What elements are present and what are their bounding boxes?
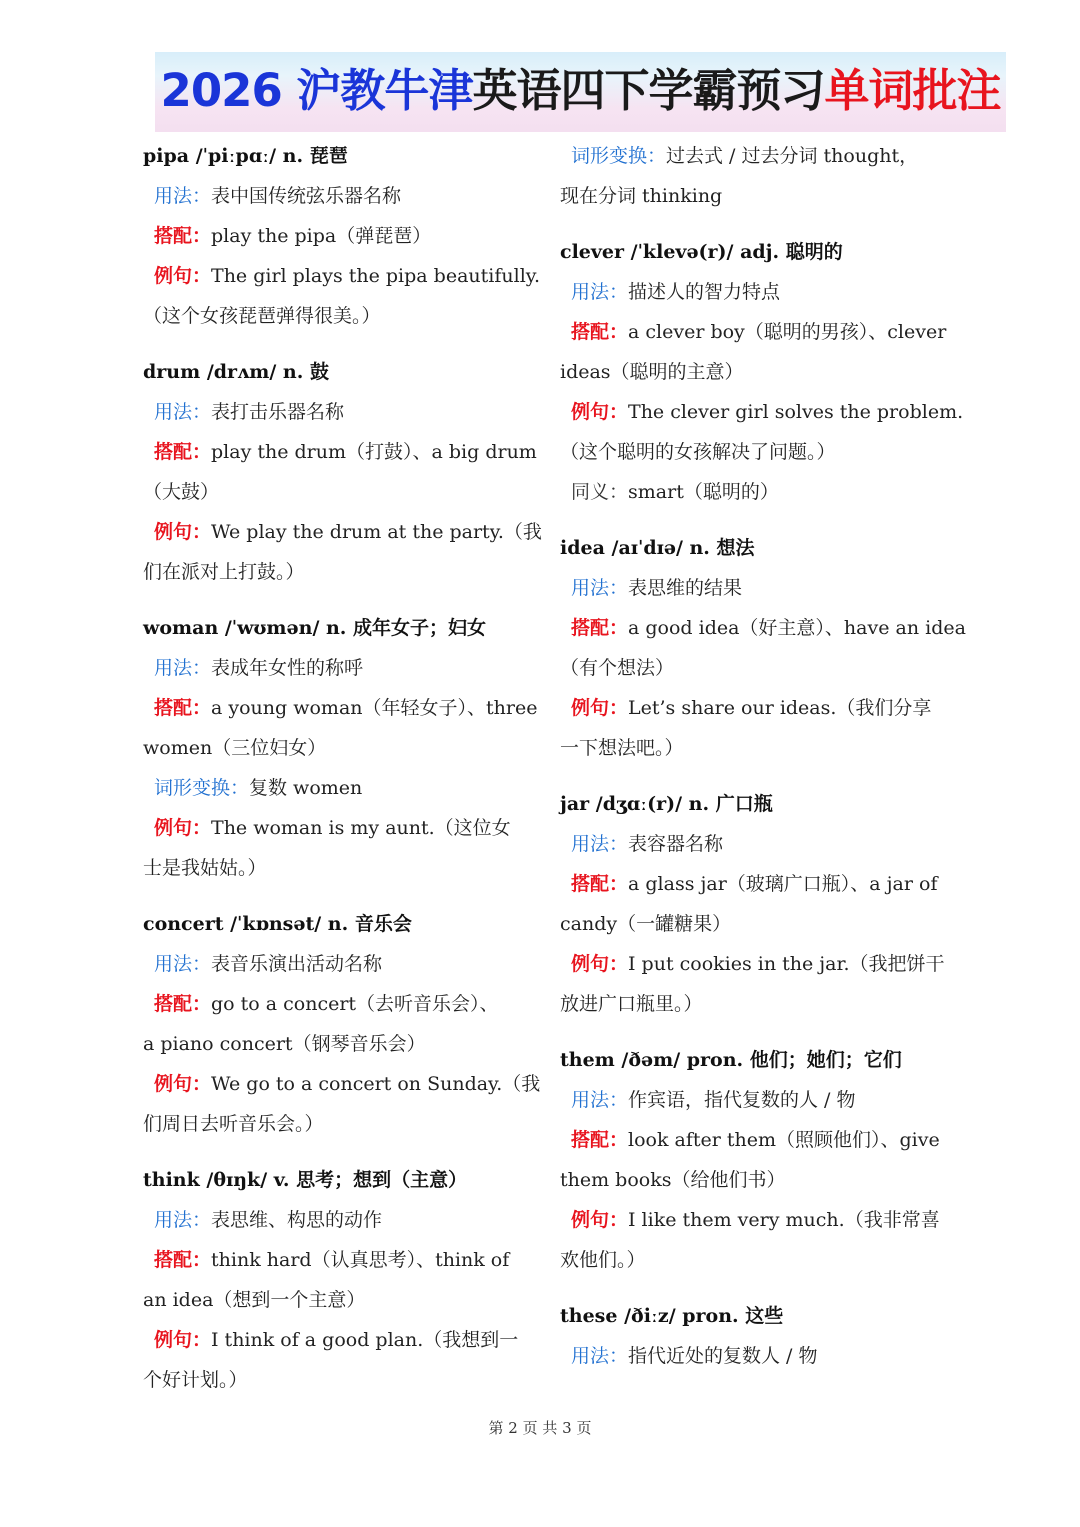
- example-label: 例句：: [571, 697, 629, 719]
- collocation-continuation: （大鼓）: [143, 481, 220, 503]
- title-publisher: 沪教牛津: [281, 64, 473, 117]
- collocation-line: [143, 432, 537, 472]
- usage-label: 用法：: [571, 1345, 629, 1367]
- entry-headword: woman /ˈwʊmən/ n. 成年女子；妇女: [143, 617, 487, 639]
- usage-line: [143, 1200, 523, 1240]
- collocation-line: [143, 984, 523, 1024]
- collocation-label: 搭配：: [571, 1129, 629, 1151]
- entry-headword: these /ðiːz/ pron. 这些: [560, 1305, 784, 1327]
- example-translation: 放进广口瓶里。）: [560, 993, 703, 1015]
- usage-label: 用法：: [154, 953, 212, 975]
- example-line: [143, 1064, 541, 1104]
- example-text: The clever girl solves the problem.: [628, 401, 964, 423]
- example-line: [143, 1320, 523, 1360]
- usage-text: 指代近处的复数人 / 物: [628, 1345, 818, 1367]
- collocation-continuation: a piano concert（钢琴音乐会）: [143, 1033, 426, 1055]
- page-number: 第 2 页 共 3 页: [488, 1419, 592, 1437]
- usage-text: 作宾语，指代复数的人 / 物: [628, 1089, 856, 1111]
- entry-idea: [560, 528, 966, 768]
- entry-headword: them /ðəm/ pron. 他们；她们；它们: [560, 1049, 902, 1071]
- title-banner: [155, 52, 1006, 132]
- usage-line: [143, 944, 523, 984]
- collocation-line: [143, 216, 523, 256]
- example-label: 例句：: [571, 1209, 629, 1231]
- example-translation: 们在派对上打鼓。）: [143, 561, 305, 583]
- collocation-label: 搭配：: [571, 873, 629, 895]
- example-label: 例句：: [571, 953, 629, 975]
- entry-jar: [560, 784, 945, 1024]
- usage-line: [560, 824, 940, 864]
- word-form-continuation: 现在分词 thinking: [560, 185, 723, 207]
- word-form-line: [560, 136, 940, 176]
- usage-label: 用法：: [154, 185, 212, 207]
- usage-text: 表成年女性的称呼: [211, 657, 364, 679]
- collocation-text: play the drum（打鼓）、a big drum: [211, 441, 537, 463]
- example-translation: 个好计划。）: [143, 1369, 248, 1391]
- collocation-line: [143, 688, 538, 728]
- right-column: [560, 136, 966, 1392]
- collocation-continuation: them books（给他们书）: [560, 1169, 786, 1191]
- word-form-text: 过去式 / 过去分词 thought，: [666, 145, 919, 167]
- usage-text: 表容器名称: [628, 833, 724, 855]
- example-translation: 欢他们。）: [560, 1249, 646, 1271]
- collocation-label: 搭配：: [571, 617, 629, 639]
- usage-label: 用法：: [571, 833, 629, 855]
- collocation-text: a good idea（好主意）、have an idea: [628, 617, 966, 639]
- entry-woman: [143, 608, 538, 888]
- example-label: 例句：: [154, 817, 212, 839]
- collocation-label: 搭配：: [571, 321, 629, 343]
- collocation-text: a young woman（年轻女子）、three: [211, 697, 538, 719]
- example-line: [560, 392, 964, 432]
- synonym-label: 同义：: [571, 481, 629, 503]
- word-form-label: 词形变换：: [571, 145, 667, 167]
- example-label: 例句：: [154, 521, 212, 543]
- usage-text: 表打击乐器名称: [211, 401, 345, 423]
- example-label: 例句：: [571, 401, 629, 423]
- example-text: The woman is my aunt.（这位女: [211, 817, 511, 839]
- entry-headword: drum /drʌm/ n. 鼓: [143, 361, 329, 383]
- collocation-line: [560, 864, 940, 904]
- entry-think: [143, 1160, 523, 1400]
- usage-line: [143, 176, 523, 216]
- example-text: I like them very much.（我非常喜: [628, 1209, 940, 1231]
- example-text: Let’s share our ideas.（我们分享: [628, 697, 932, 719]
- word-form-text: 复数 women: [249, 777, 363, 799]
- entry-think-continued: [560, 136, 940, 216]
- usage-line: [560, 1080, 940, 1120]
- example-label: 例句：: [154, 1073, 212, 1095]
- example-text: We go to a concert on Sunday.（我: [211, 1073, 541, 1095]
- example-label: 例句：: [154, 265, 212, 287]
- title-year: 2026: [160, 64, 282, 117]
- entry-headword: pipa /ˈpiːpɑː/ n. 琵琶: [143, 145, 348, 167]
- collocation-text: play the pipa（弹琵琶）: [211, 225, 432, 247]
- usage-label: 用法：: [154, 1209, 212, 1231]
- entry-headword: idea /aɪˈdɪə/ n. 想法: [560, 537, 755, 559]
- usage-text: 表思维、构思的动作: [211, 1209, 383, 1231]
- synonym-line: [560, 472, 940, 512]
- collocation-text: look after them（照顾他们）、give: [628, 1129, 940, 1151]
- entry-these: [560, 1296, 940, 1376]
- collocation-text: go to a concert（去听音乐会）、: [211, 993, 499, 1015]
- collocation-continuation: an idea（想到一个主意）: [143, 1289, 366, 1311]
- entry-headword: think /θɪŋk/ v. 思考；想到（主意）: [143, 1169, 468, 1191]
- collocation-line: [560, 312, 947, 352]
- usage-label: 用法：: [154, 657, 212, 679]
- usage-text: 表中国传统弦乐器名称: [211, 185, 402, 207]
- example-translation: 们周日去听音乐会。）: [143, 1113, 324, 1135]
- example-line: [560, 688, 940, 728]
- entry-concert: [143, 904, 541, 1144]
- collocation-label: 搭配：: [154, 1249, 212, 1271]
- collocation-label: 搭配：: [154, 697, 212, 719]
- entry-drum: [143, 352, 542, 592]
- collocation-label: 搭配：: [154, 441, 212, 463]
- entry-headword: clever /ˈklevə(r)/ adj. 聪明的: [560, 241, 843, 263]
- usage-line: [143, 648, 523, 688]
- collocation-text: a glass jar（玻璃广口瓶）、a jar of: [628, 873, 938, 895]
- entry-clever: [560, 232, 964, 512]
- title-subject: 英语四下学霸预习: [472, 64, 825, 117]
- word-form-label: 词形变换：: [154, 777, 250, 799]
- collocation-line: [560, 1120, 940, 1160]
- usage-label: 用法：: [571, 577, 629, 599]
- example-line: [560, 1200, 940, 1240]
- usage-text: 描述人的智力特点: [628, 281, 781, 303]
- example-label: 例句：: [154, 1329, 212, 1351]
- collocation-continuation: candy（一罐糖果）: [560, 913, 732, 935]
- collocation-line: [143, 1240, 523, 1280]
- example-translation: （这个女孩琵琶弹得很美。）: [143, 305, 381, 327]
- entry-headword: jar /dʒɑː(r)/ n. 广口瓶: [560, 793, 773, 815]
- example-text: We play the drum at the party.（我: [211, 521, 542, 543]
- usage-text: 表思维的结果: [628, 577, 743, 599]
- synonym-text: smart（聪明的）: [628, 481, 779, 503]
- usage-text: 表音乐演出活动名称: [211, 953, 383, 975]
- usage-line: [143, 392, 523, 432]
- usage-line: [560, 1336, 940, 1376]
- entry-headword: concert /ˈkɒnsət/ n. 音乐会: [143, 913, 412, 935]
- title-highlight: 单词批注: [824, 64, 1001, 117]
- example-translation: 士是我姑姑。）: [143, 857, 267, 879]
- example-line: [143, 256, 541, 296]
- word-form-line: [143, 768, 523, 808]
- collocation-text: a clever boy（聪明的男孩）、clever: [628, 321, 947, 343]
- example-line: [143, 808, 523, 848]
- example-text: The girl plays the pipa beautifully.: [211, 265, 541, 287]
- collocation-label: 搭配：: [154, 993, 212, 1015]
- collocation-continuation: ideas（聪明的主意）: [560, 361, 744, 383]
- usage-label: 用法：: [154, 401, 212, 423]
- entry-them: [560, 1040, 940, 1280]
- example-line: [560, 944, 945, 984]
- example-translation: 一下想法吧。）: [560, 737, 684, 759]
- collocation-text: think hard（认真思考）、think of: [211, 1249, 510, 1271]
- usage-line: [560, 568, 940, 608]
- collocation-line: [560, 608, 966, 648]
- example-text: I think of a good plan.（我想到一: [211, 1329, 519, 1351]
- usage-line: [560, 272, 940, 312]
- entry-pipa: [143, 136, 541, 336]
- collocation-label: 搭配：: [154, 225, 212, 247]
- usage-label: 用法：: [571, 1089, 629, 1111]
- usage-label: 用法：: [571, 281, 629, 303]
- collocation-continuation: （有个想法）: [560, 657, 675, 679]
- example-line: [143, 512, 542, 552]
- page-title: [155, 58, 1006, 124]
- left-column: [143, 136, 542, 1416]
- example-text: I put cookies in the jar.（我把饼干: [628, 953, 945, 975]
- example-translation: （这个聪明的女孩解决了问题。）: [560, 441, 836, 463]
- collocation-continuation: women（三位妇女）: [143, 737, 327, 759]
